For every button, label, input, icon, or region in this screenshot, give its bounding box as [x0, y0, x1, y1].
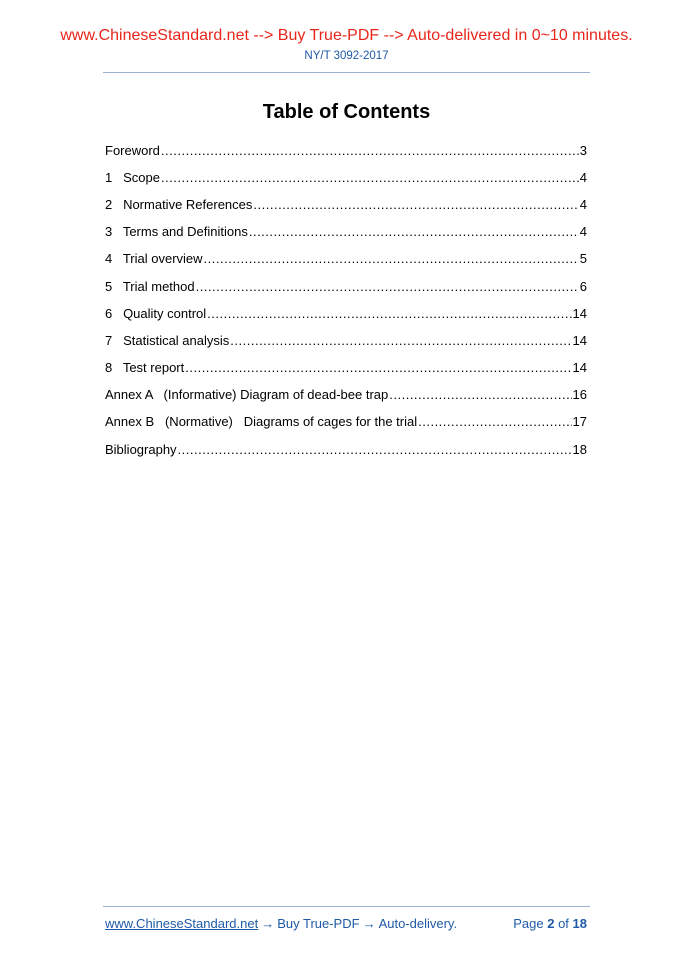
- toc-entry-bibliography[interactable]: [105, 436, 587, 463]
- toc-entry-page: 5: [579, 251, 587, 267]
- toc-entry-label: Annex B (Normative) Diagrams of cages for the trial: [105, 414, 418, 430]
- toc-entry-label: 5 Trial method: [105, 278, 195, 294]
- dot-leader: [204, 251, 579, 267]
- toc-entry-page: 17: [572, 414, 587, 430]
- toc-entry-trial-method[interactable]: [105, 273, 587, 300]
- toc-entry-trial-overview[interactable]: [105, 246, 587, 273]
- toc-entry-scope[interactable]: [105, 164, 587, 191]
- footer-site-link[interactable]: www.ChineseStandard.net: [105, 916, 259, 931]
- toc-entry-label: 8 Test report: [105, 360, 185, 376]
- toc-entry-label: Annex A (Informative) Diagram of dead-bee trap: [105, 387, 389, 403]
- toc-entry-test-report[interactable]: [105, 355, 587, 382]
- toc-entry-annex-a[interactable]: [105, 382, 587, 409]
- toc-entry-page: 4: [579, 196, 587, 212]
- dot-leader: [249, 224, 579, 240]
- of-word: of: [558, 916, 569, 931]
- dot-leader: [253, 197, 578, 213]
- toc-entry-label: 4 Trial overview: [105, 251, 203, 267]
- page-footer: [105, 916, 587, 931]
- toc-entry-page: 14: [572, 360, 587, 376]
- toc-entry-page: 4: [579, 169, 587, 185]
- toc-entry-page: 14: [572, 305, 587, 321]
- current-page-number: 2: [547, 916, 555, 931]
- toc-entry-label: Bibliography: [105, 441, 177, 457]
- toc-entry-page: 14: [572, 332, 587, 348]
- dot-leader: [389, 387, 571, 403]
- dot-leader: [161, 143, 579, 159]
- arrow-right-icon: →: [261, 916, 275, 931]
- toc-entry-page: 18: [572, 441, 587, 457]
- dot-leader: [178, 442, 572, 458]
- arrow-right-icon: →: [362, 916, 376, 931]
- toc-entry-page: 16: [572, 387, 587, 403]
- toc-entry-label: 1 Scope: [105, 169, 160, 185]
- toc-entry-normative-references[interactable]: [105, 191, 587, 218]
- toc-title: Table of Contents: [262, 101, 431, 123]
- footer-divider: [103, 906, 590, 907]
- toc-entry-annex-b[interactable]: [105, 409, 587, 436]
- document-code: NY/T 3092-2017: [304, 50, 389, 62]
- page-word: Page: [513, 916, 544, 931]
- table-of-contents: [105, 137, 587, 463]
- dot-leader: [207, 306, 571, 322]
- top-banner-link[interactable]: www.ChineseStandard.net --> Buy True-PDF --> Auto-delivered in 0~10 minutes.: [60, 27, 633, 44]
- toc-entry-quality-control[interactable]: [105, 300, 587, 327]
- footer-buy-text: Buy True-PDF: [277, 916, 360, 931]
- dot-leader: [161, 170, 579, 186]
- toc-entry-label: 3 Terms and Definitions: [105, 224, 248, 240]
- toc-entry-foreword[interactable]: [105, 137, 587, 164]
- dot-leader: [230, 333, 571, 349]
- toc-entry-page: 4: [579, 224, 587, 240]
- toc-entry-statistical-analysis[interactable]: [105, 327, 587, 354]
- toc-entry-label: 7 Statistical analysis: [105, 332, 230, 348]
- footer-promo: [105, 916, 457, 931]
- toc-entry-label: Foreword: [105, 142, 160, 158]
- footer-delivery-text: Auto-delivery.: [378, 916, 458, 931]
- toc-entry-terms-definitions[interactable]: [105, 219, 587, 246]
- toc-entry-page: 3: [579, 142, 587, 158]
- toc-entry-label: 6 Quality control: [105, 305, 207, 321]
- header-divider: [103, 72, 590, 73]
- total-pages-number: 18: [572, 916, 587, 931]
- toc-entry-page: 6: [579, 278, 587, 294]
- page-indicator: [513, 916, 587, 931]
- dot-leader: [418, 414, 571, 430]
- dot-leader: [185, 360, 571, 376]
- dot-leader: [196, 279, 579, 295]
- toc-entry-label: 2 Normative References: [105, 196, 253, 212]
